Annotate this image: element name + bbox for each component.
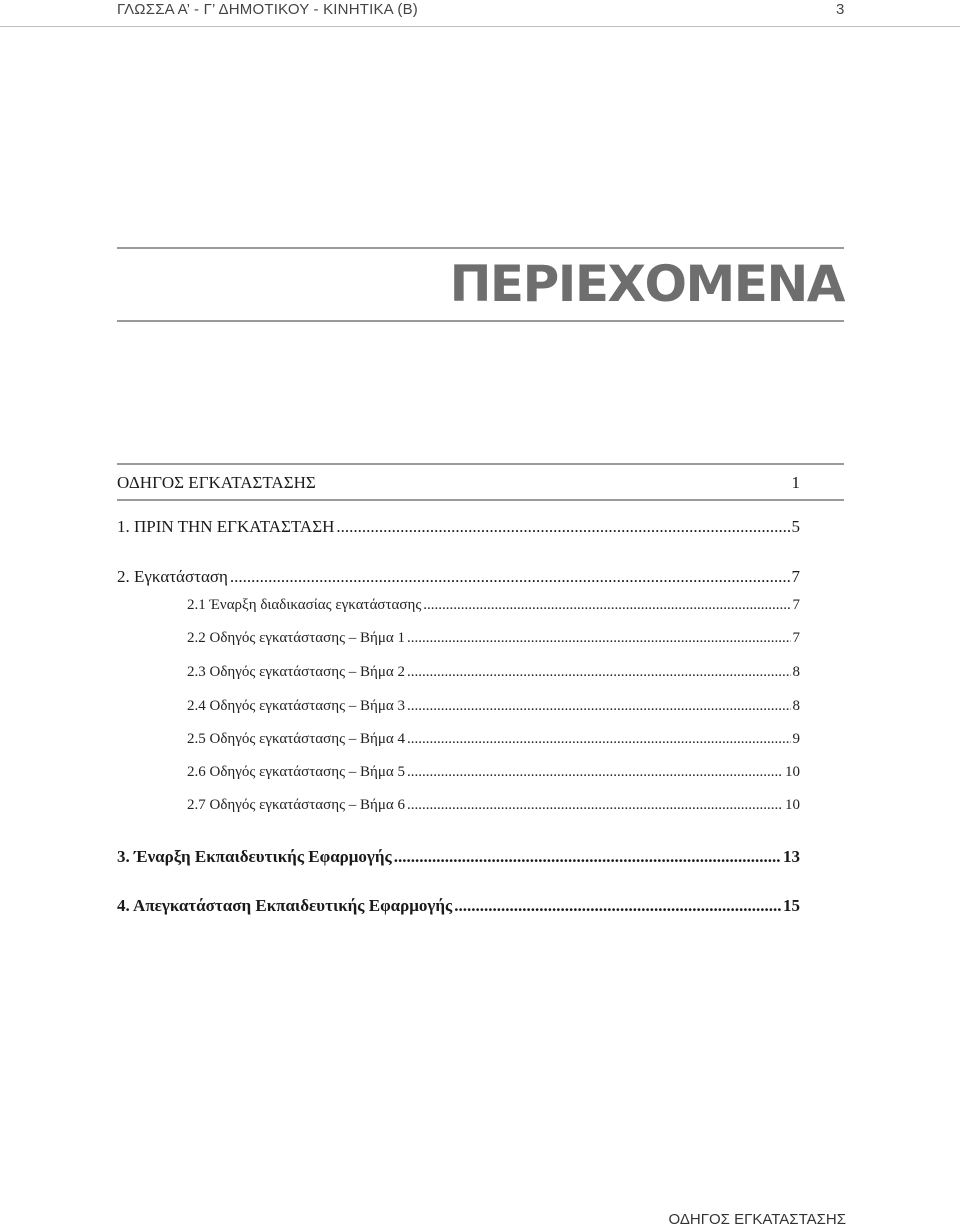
toc-entry-page: 8 <box>792 698 800 714</box>
toc-entry-label: 2.1 Έναρξη διαδικασίας εγκατάστασης <box>187 597 422 613</box>
toc-entry-installation[interactable] <box>117 567 800 587</box>
toc-entry-page: 15 <box>783 896 800 915</box>
toc-leader-dots <box>423 597 790 614</box>
toc-entry-page: 13 <box>783 847 800 866</box>
toc-leader-dots <box>336 517 789 537</box>
toc-entry-label: 3. Έναρξη Εκπαιδευτικής Εφαρμογής <box>117 847 392 866</box>
toc-entry-uninstall-application[interactable] <box>117 896 800 916</box>
toc-entry-page: 7 <box>792 597 800 613</box>
toc-section-label: ΟΔΗΓΟΣ ΕΓΚΑΤΑΣΤΑΣΗΣ <box>117 473 316 492</box>
toc-entry-label: 2. Εγκατάσταση <box>117 567 228 586</box>
toc-entry-page: 7 <box>791 567 800 586</box>
toc-leader-dots <box>407 698 790 715</box>
toc-leader-dots <box>407 731 790 748</box>
toc-entry-start-application[interactable] <box>117 847 800 867</box>
toc-entry-2-3[interactable] <box>187 664 800 681</box>
toc-entry-2-5[interactable] <box>187 731 800 748</box>
toc-entry-2-6[interactable] <box>187 764 800 781</box>
toc-entry-page: 5 <box>791 517 800 536</box>
title-block <box>117 247 844 322</box>
toc-section-page: 1 <box>791 473 800 492</box>
toc-entry-2-7[interactable] <box>187 797 800 814</box>
toc-entry-page: 9 <box>792 731 800 747</box>
toc-entry-page: 7 <box>792 630 800 646</box>
header-page-number: 3 <box>836 1 845 18</box>
toc-entry-label: 2.6 Οδηγός εγκατάστασης – Βήμα 5 <box>187 764 406 780</box>
running-header <box>0 0 960 27</box>
running-footer: ΟΔΗΓΟΣ ΕΓΚΑΤΑΣΤΑΣΗΣ <box>668 1211 846 1228</box>
toc-entry-2-4[interactable] <box>187 698 800 715</box>
toc-leader-dots <box>407 630 790 647</box>
toc-entry-label: 2.4 Οδηγός εγκατάστασης – Βήμα 3 <box>187 698 406 714</box>
toc-entry-label: 2.3 Οδηγός εγκατάστασης – Βήμα 2 <box>187 664 406 680</box>
toc-entry-2-2[interactable] <box>187 630 800 647</box>
header-title: ΓΛΩΣΣΑ Α’ - Γ’ ΔΗΜΟΤΙΚΟΥ - ΚΙΝΗΤΙΚΑ (Β) <box>117 1 419 18</box>
toc-entry-label: 2.7 Οδηγός εγκατάστασης – Βήμα 6 <box>187 797 406 813</box>
toc-entry-label: 4. Απεγκατάσταση Εκπαιδευτικής Εφαρμογής <box>117 896 453 915</box>
toc-section-head <box>117 463 844 501</box>
toc-leader-dots <box>394 847 781 867</box>
page-title: ΠΕΡΙΕΧΟΜΕΝΑ <box>449 255 844 313</box>
toc-entry-page: 10 <box>785 764 800 780</box>
toc-entry-label: 1. ΠΡΙΝ ΤΗΝ ΕΓΚΑΤΑΣΤΑΣΗ <box>117 517 335 536</box>
toc-entry-page: 10 <box>785 797 800 813</box>
toc-entry-before-installation[interactable] <box>117 517 800 537</box>
toc-leader-dots <box>230 567 790 587</box>
toc-leader-dots <box>454 896 781 916</box>
toc-leader-dots <box>407 764 783 781</box>
toc-entry-label: 2.5 Οδηγός εγκατάστασης – Βήμα 4 <box>187 731 406 747</box>
toc-entry-2-1[interactable] <box>187 597 800 614</box>
toc-leader-dots <box>407 664 790 681</box>
toc-entry-page: 8 <box>792 664 800 680</box>
toc-entry-label: 2.2 Οδηγός εγκατάστασης – Βήμα 1 <box>187 630 406 646</box>
toc-leader-dots <box>407 797 783 814</box>
